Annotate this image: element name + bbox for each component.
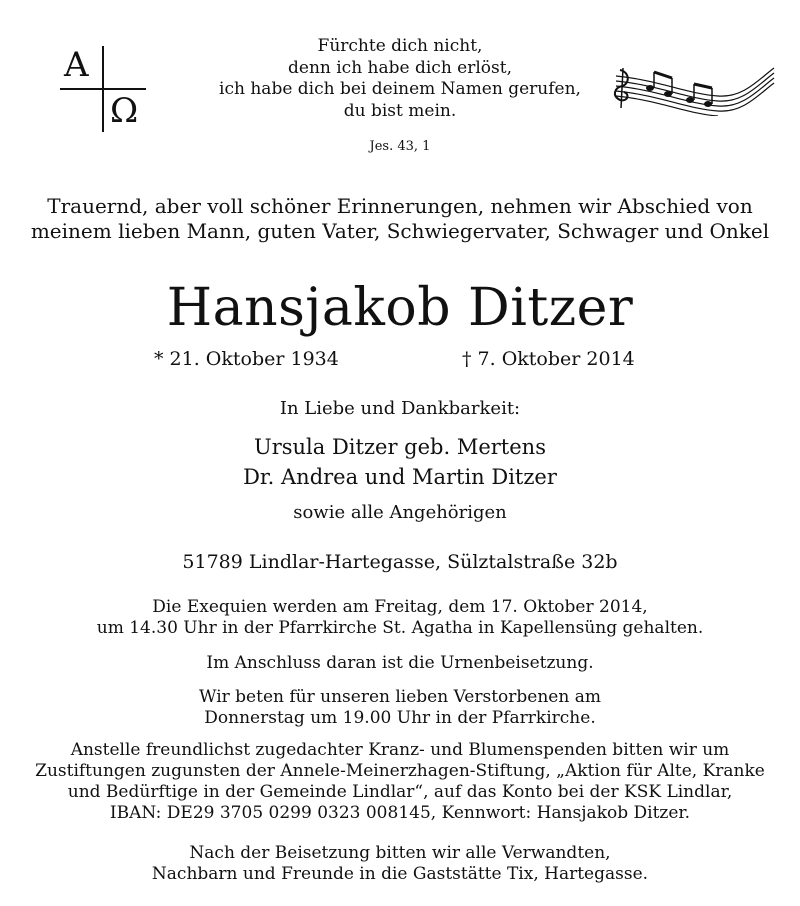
prayer-text (0, 687, 800, 729)
gathering-line: Nachbarn und Freunde in die Gaststätte Tix, Hartegasse. (151, 864, 649, 884)
verse-line: ich habe dich bei deinem Namen gerufen, (219, 79, 581, 99)
donation-text (0, 740, 800, 824)
mourner-name: Ursula Ditzer geb. Mertens (254, 435, 546, 459)
donation-line: Zustiftungen zugunsten der Annele-Meinerzhagen-Stiftung, „Aktion für Alte, Kranke (35, 761, 765, 781)
donation-line: und Bedürftige in der Gemeinde Lindlar“, auf das Konto bei der KSK Lindlar, (67, 782, 733, 802)
intro-line: Trauernd, aber voll schöner Erinnerungen, nehmen wir Abschied von (47, 194, 753, 218)
verse-line: denn ich habe dich erlöst, (288, 57, 512, 78)
mourner-name: Dr. Andrea und Martin Ditzer (243, 465, 557, 489)
donation-line: Anstelle freundlichst zugedachter Kranz- und Blumenspenden bitten wir um (70, 740, 730, 760)
intro-text (0, 194, 800, 244)
bible-verse (0, 36, 800, 122)
death-date: † 7. Oktober 2014 (462, 348, 635, 370)
verse-line: Fürchte dich nicht, (317, 36, 483, 56)
verse-reference: Jes. 43, 1 (369, 139, 431, 154)
donation-line: IBAN: DE29 3705 0299 0323 008145, Kennwort: Hansjakob Ditzer. (109, 803, 691, 823)
gathering-line: Nach der Beisetzung bitten wir alle Verwandten, (189, 843, 611, 863)
funeral-service-text (0, 597, 800, 639)
omega-letter: Ω (110, 91, 139, 131)
funeral-service-line: Die Exequien werden am Freitag, dem 17. Oktober 2014, (152, 597, 648, 617)
birth-date: * 21. Oktober 1934 (154, 348, 339, 370)
funeral-service-line: um 14.30 Uhr in der Pfarrkirche St. Agatha in Kapellensüng gehalten. (96, 618, 704, 638)
alpha-letter: A (64, 45, 89, 85)
intro-line: meinem lieben Mann, guten Vater, Schwiegervater, Schwager und Onkel (30, 219, 770, 243)
gathering-text (0, 843, 800, 885)
verse-line: du bist mein. (343, 100, 457, 121)
relatives-line: sowie alle Angehörigen (293, 502, 507, 523)
prayer-line: Wir beten für unseren lieben Verstorbenen am (199, 687, 601, 707)
love-line: In Liebe und Dankbarkeit: (279, 398, 521, 419)
urn-burial-line: Im Anschluss daran ist die Urnenbeisetzung. (206, 653, 594, 673)
prayer-line: Donnerstag um 19.00 Uhr in der Pfarrkirche. (204, 708, 596, 728)
deceased-name: Hansjakob Ditzer (166, 278, 634, 338)
address-line: 51789 Lindlar-Hartegasse, Sülztalstraße 32b (182, 551, 618, 573)
mourners-list (0, 432, 800, 492)
